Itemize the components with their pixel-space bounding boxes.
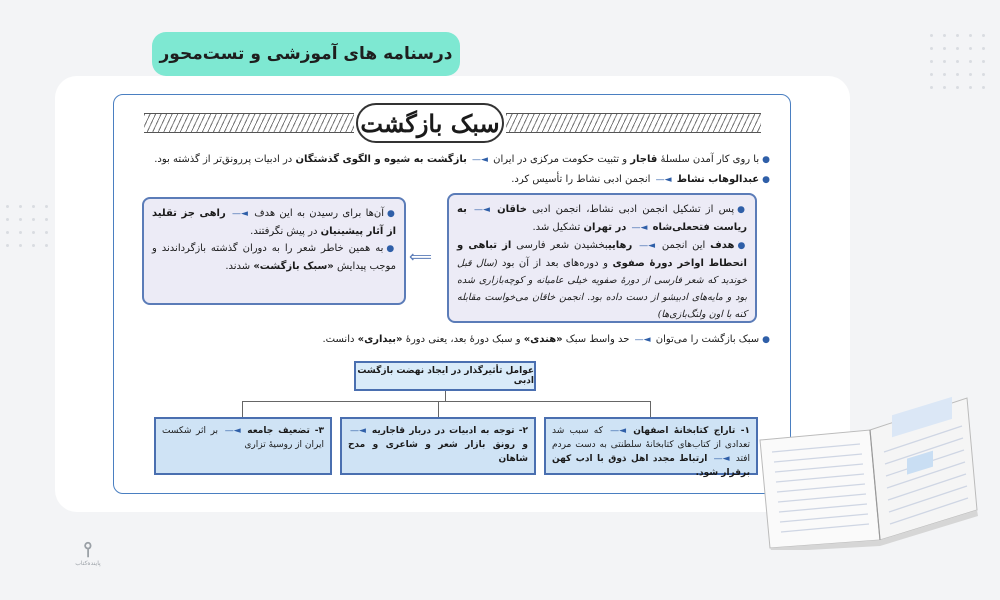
text: با روی کار آمدن سلسلهٔ — [660, 154, 760, 165]
tree-line — [445, 391, 446, 401]
document-title: سبک بازگشت — [356, 103, 504, 143]
factor-box-3 — [154, 417, 332, 475]
text-bold: ۱- تاراج کتابخانهٔ اصفهان — [633, 426, 750, 436]
factor-box-1 — [544, 417, 758, 478]
text: به همین خاطر شعر را به دوران گذشته بازگرداندند و موجب پیدایش — [152, 243, 396, 272]
paragraph — [152, 205, 396, 240]
arrow-icon: ◄— — [472, 155, 488, 165]
text-bold: «هندی» — [523, 334, 563, 345]
text: پس از تشکیل انجمن ادبی نشاط، انجمن ادبی — [532, 204, 735, 215]
text: در ادبیات پررونق‌تر از گذشته بود. — [154, 154, 293, 165]
decorative-dots-left — [6, 205, 48, 247]
text: سبک بازگشت را می‌توان — [655, 334, 760, 345]
text: که سبب شد تعدادی از کتاب‌های کتابخانهٔ سلطنتی به دست مردم افتد — [552, 426, 750, 464]
decorative-dots-right — [930, 34, 985, 89]
summary-line — [323, 333, 771, 347]
text-bold: رهایی — [607, 240, 633, 251]
bullet-icon: ● — [386, 244, 396, 254]
text-bold: عبدالوهاب نشاط — [676, 174, 760, 185]
arrow-icon: ◄— — [631, 223, 648, 233]
info-box-left — [142, 197, 406, 305]
document-page — [113, 94, 791, 494]
arrow-icon: ◄— — [655, 175, 672, 185]
arrow-icon: ◄— — [232, 209, 248, 219]
text: بر اثر شکست ایران از روسیهٔ تزاری — [162, 426, 324, 450]
tree-line — [438, 401, 439, 417]
text-bold: ۲- توجه به ادبیات در دربار قاجاریه — [371, 426, 528, 436]
text-bold: «بیداری» — [357, 334, 403, 345]
book-mockup-image — [752, 380, 982, 550]
bullet-icon: ● — [762, 175, 770, 185]
decorative-hatch-right — [506, 113, 761, 133]
paragraph — [152, 240, 396, 275]
bullet-icon: ● — [762, 335, 770, 345]
bullet-icon: ● — [762, 155, 770, 165]
bullet-icon: ● — [387, 209, 397, 219]
text: آن‌ها برای رسیدن به این هدف — [254, 208, 385, 219]
text-bold: ۳- تضعیف جامعه — [247, 426, 324, 436]
arrow-icon: ◄— — [634, 335, 651, 345]
text-bold: و رونق بازار شعر و شاعری و مدح شاهان — [348, 440, 528, 464]
text-bold: به ریاست فتحعلی‌شاه — [457, 204, 747, 233]
tree-line — [242, 401, 650, 402]
tree-line — [242, 401, 243, 417]
paragraph — [457, 201, 747, 237]
info-box-right — [447, 193, 757, 323]
text-bold: ارتباط مجدد اهل ذوق با ادب کهن برقرار شود. — [552, 454, 750, 478]
text-bold: از تباهی و انحطاط اواخر دورهٔ صفوی — [457, 240, 747, 269]
arrow-icon: ◄— — [474, 205, 490, 215]
arrow-icon: ◄— — [224, 426, 241, 436]
text-bold: در تهران — [583, 222, 627, 233]
text: در پیش نگرفتند. — [250, 226, 318, 237]
text-bold: بازگشت به شیوه و الگوی گذشتگان — [295, 154, 467, 165]
arrow-icon: ◄— — [350, 426, 366, 436]
page-title: درسنامه های آموزشی و تست‌محور — [152, 32, 460, 76]
text-bold: هدف — [710, 240, 735, 251]
text: و سبک دورهٔ بعد، یعنی دورهٔ — [405, 334, 521, 345]
intro-line-1 — [154, 153, 770, 167]
text: بخشیدن شعر فارسی — [516, 240, 608, 251]
arrow-icon: ◄— — [610, 426, 626, 436]
text: شدند. — [225, 261, 251, 272]
logo-text: پاینده‌کتاب — [75, 560, 101, 567]
text: و تثبیت حکومت مرکزی در ایران — [493, 154, 628, 165]
bullet-icon: ● — [737, 205, 747, 215]
text: این انجمن — [661, 240, 706, 251]
brand-logo — [68, 538, 108, 578]
connector-arrow-icon: ⟸ — [409, 247, 432, 266]
text: حد واسط سبک — [565, 334, 630, 345]
intro-line-2 — [511, 173, 770, 187]
tree-line — [650, 401, 651, 417]
arrow-icon: ◄— — [639, 241, 656, 251]
factor-box-2 — [340, 417, 536, 475]
paragraph — [457, 237, 747, 323]
text-bold: قاجار — [630, 154, 658, 165]
text: دانست. — [322, 334, 355, 345]
text: و دوره‌های بعد از آن بود — [501, 258, 608, 269]
text: تشکیل شد. — [532, 222, 581, 233]
text: انجمن ادبی نشاط را تأسیس کرد. — [511, 174, 651, 185]
factors-title: عوامل تأثیرگذار در ایجاد نهضت بازگشت ادبی — [354, 361, 536, 391]
decorative-hatch-left — [144, 113, 354, 133]
arrow-icon: ◄— — [713, 454, 730, 464]
bullet-icon: ● — [737, 241, 747, 251]
text-bold: خاقان — [497, 204, 527, 215]
text-bold: راهی جز تقلید از آثار پیشینیان — [152, 208, 396, 237]
logo-icon: ⫯ — [83, 537, 93, 561]
text-bold: «سبک بازگشت» — [253, 261, 334, 272]
handwritten-note: (سال قبل خوندید که شعر فارسی از دورهٔ صفویه خیلی عامیانه و کوچه‌بازاری شده بود و مایه‌های ادبیشو از دست داده بود. انجمن خاقان می‌خواست مقابله کنه با اون ولنگ‌بازی‌ها) — [457, 258, 747, 320]
